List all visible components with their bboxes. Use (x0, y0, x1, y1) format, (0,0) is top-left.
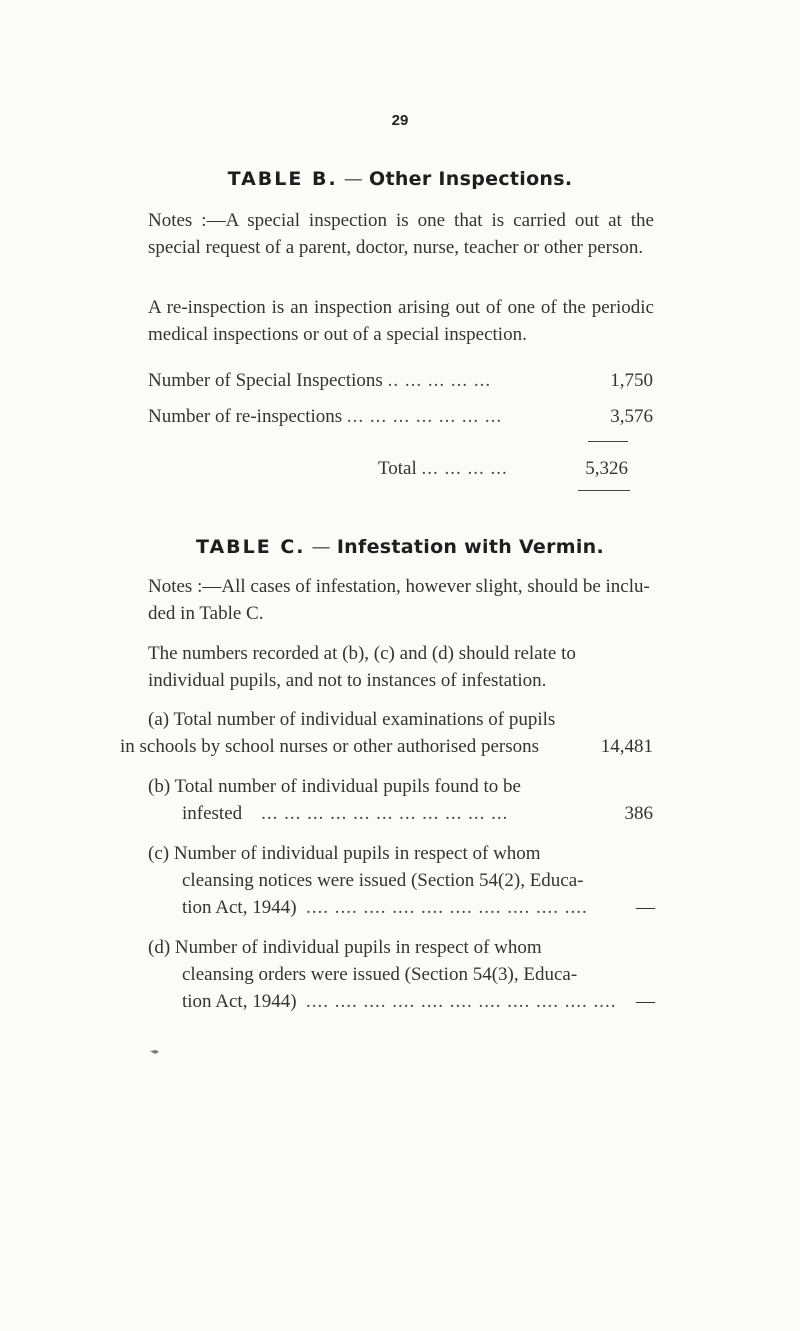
item-c-line-2: cleansing notices were issued (Section 54(2), Educa- (182, 870, 584, 891)
item-c-line-1: (c) Number of individual pupils in respect of whom (148, 843, 541, 864)
row-label: Number of Special Inspections (148, 370, 383, 391)
table-c-note-1-line-1: Notes :—All cases of infestation, however slight, should be inclu- (148, 576, 650, 597)
item-d-dots: .... .... .... .... .... .... .... .... .... .... .... (306, 991, 617, 1012)
table-b-title: Other Inspections. (369, 168, 573, 190)
table-b-total-value: 5,326 (585, 458, 628, 479)
print-speck (150, 1046, 160, 1058)
table-b-row-reinspection (148, 403, 502, 430)
item-c-line-3 (182, 894, 588, 921)
table-b-total-row (378, 455, 508, 482)
table-c-label: TABLE C. (195, 536, 306, 558)
subtotal-rule (588, 441, 628, 442)
table-c-note-1-line-2: ded in Table C. (148, 603, 264, 624)
item-c-dots: .... .... .... .... .... .... .... .... .... .... (306, 897, 588, 918)
table-b-row-reinspection-value: 3,576 (610, 406, 653, 427)
table-c-note-2-line-2: individual pupils, and not to instances of infestation. (148, 670, 547, 691)
item-b-line-2 (182, 800, 508, 827)
item-b-line-1: (b) Total number of individual pupils found to be (148, 776, 521, 797)
table-b-dash: — (343, 168, 363, 190)
row-dots: .. ... ... ... ... (387, 370, 492, 391)
table-b-row-special (148, 367, 491, 394)
item-d-label: tion Act, 1944) (182, 991, 297, 1012)
table-c-note-2-line-1: The numbers recorded at (b), (c) and (d) should relate to (148, 643, 576, 664)
table-b-row-special-value: 1,750 (610, 370, 653, 391)
item-d-line-1: (d) Number of individual pupils in respect of whom (148, 937, 542, 958)
item-b-dots: ... ... ... ... ... ... ... ... ... ... ... (261, 803, 509, 824)
speck-icon (150, 1049, 160, 1055)
row-dots: ... ... ... ... ... ... ... (346, 406, 503, 427)
total-rule (578, 490, 630, 491)
item-d-value: — (636, 991, 655, 1012)
item-c-label: tion Act, 1944) (182, 897, 297, 918)
item-a-line-1: (a) Total number of individual examinations of pupils (148, 709, 556, 730)
item-a-line-2: in schools by school nurses or other authorised persons (120, 736, 539, 757)
item-b-value: 386 (624, 803, 653, 824)
table-c-heading (0, 536, 800, 558)
total-label: Total (378, 458, 417, 479)
row-label: Number of re-inspections (148, 406, 343, 427)
total-dots: ... ... ... ... (421, 458, 508, 479)
item-a-value: 14,481 (600, 736, 653, 757)
page-number: 29 (391, 112, 409, 129)
table-c-title: Infestation with Vermin. (336, 536, 605, 558)
table-b-heading (0, 168, 800, 190)
table-b-note-1: Notes :—A special inspection is one that is carried out at the special request of a parent, doctor, nurse, teacher or other person. (148, 210, 654, 258)
item-c-value: — (636, 897, 655, 918)
table-c-dash: — (311, 536, 331, 558)
table-b-note-2: A re-inspection is an inspection arising out of one of the periodic medical inspections or out of a special inspection. (148, 297, 654, 345)
item-d-line-2: cleansing orders were issued (Section 54(3), Educa- (182, 964, 578, 985)
item-b-label: infested (182, 803, 243, 824)
item-d-line-3 (182, 988, 617, 1015)
table-b-label: TABLE B. (227, 168, 338, 190)
